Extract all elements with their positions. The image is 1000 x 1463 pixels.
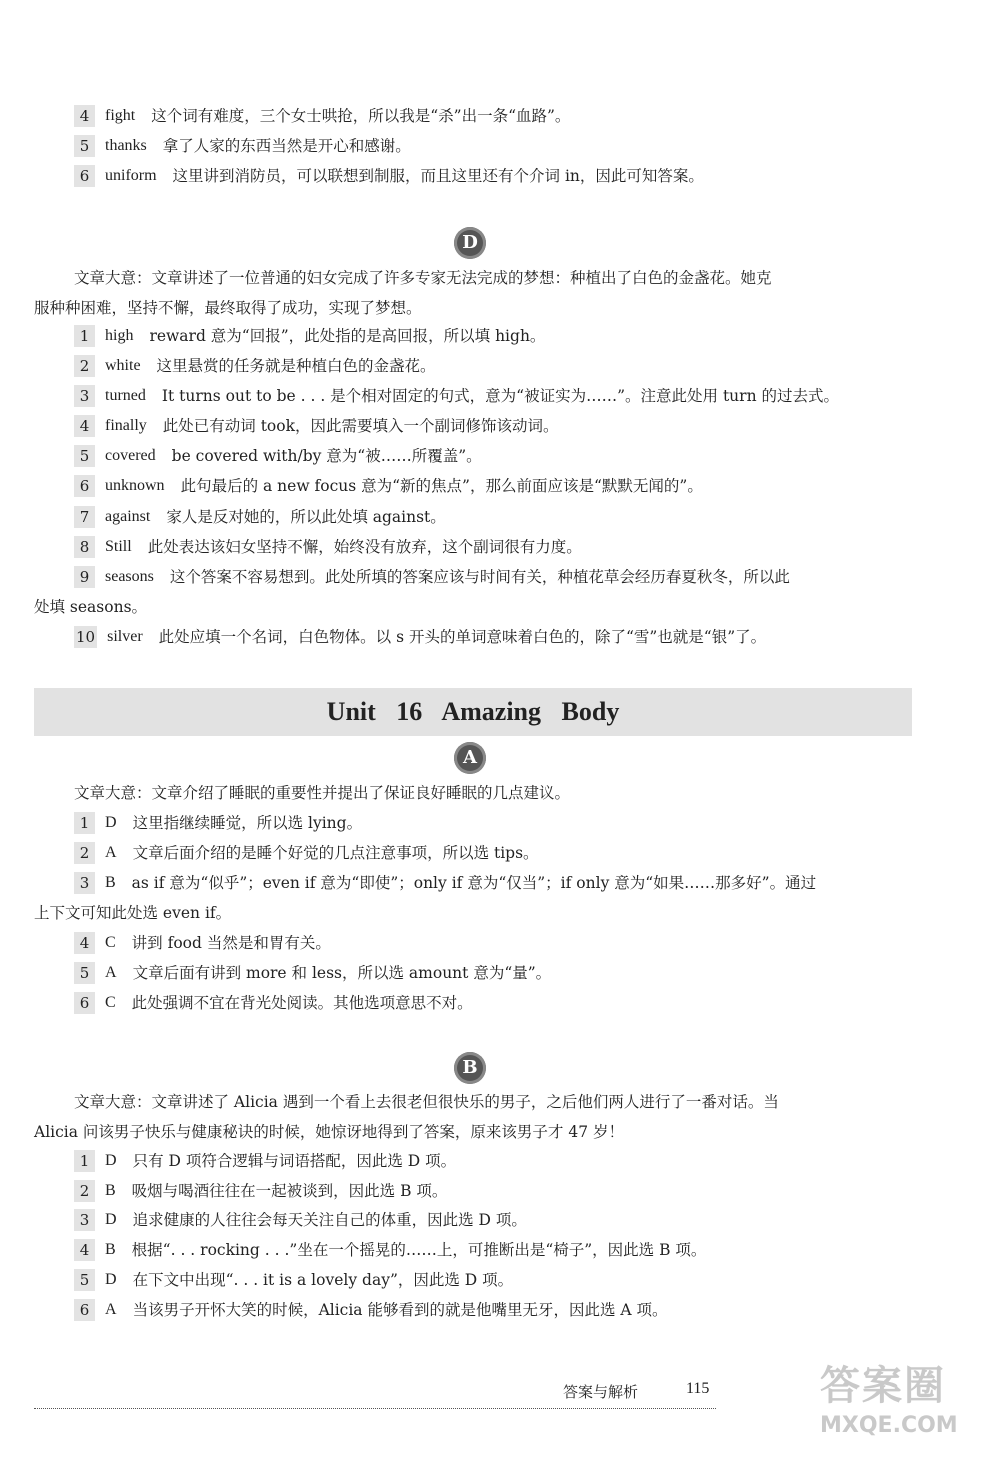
item-explanation: 文章后面有讲到 more 和 less，所以选 amount 意为“量”。 xyxy=(132,964,552,982)
item-explanation: 这里指继续睡觉，所以选 lying。 xyxy=(132,814,363,832)
item-answer: A xyxy=(105,844,117,861)
answer-line xyxy=(74,534,582,560)
watermark-logo xyxy=(820,1362,990,1452)
item-answer: silver xyxy=(107,628,143,645)
item-answer: fight xyxy=(105,107,136,124)
answer-line xyxy=(74,624,766,650)
item-explanation: as if 意为“似乎”；even if 意为“即使”；only if 意为“仅当”；if only 意为“如果……那多好”。通过 xyxy=(131,874,817,892)
item-answer: A xyxy=(105,964,117,981)
item-number: 3 xyxy=(74,872,95,894)
item-answer: covered xyxy=(105,447,156,464)
unit-heading-bar xyxy=(34,688,912,736)
answer-line xyxy=(74,103,570,129)
item-answer: high xyxy=(105,327,134,344)
item-number: 4 xyxy=(74,932,95,954)
section-b-summary: 文章大意：文章讲述了 Alicia 遇到一个看上去很老但很快乐的男子，之后他们两人进行了一番对话。当 xyxy=(74,1093,779,1111)
answer-line xyxy=(74,504,446,530)
section-d-summary-cont: 服种种困难，坚持不懈，最终取得了成功，实现了梦想。 xyxy=(34,299,422,317)
section-d-summary: 文章大意：文章讲述了一位普通的妇女完成了许多专家无法完成的梦想：种植出了白色的金盏花。她克 xyxy=(74,269,772,287)
item-explanation: 此处应填一个名词，白色物体。以 s 开头的单词意味着白色的，除了“雪”也就是“银”了。 xyxy=(158,628,767,646)
item-answer: unknown xyxy=(105,477,165,494)
answer-line xyxy=(74,323,545,349)
item-number: 2 xyxy=(74,355,95,377)
item-answer: Still xyxy=(105,538,132,555)
item-explanation: 拿了人家的东西当然是开心和感谢。 xyxy=(162,137,411,155)
answer-line xyxy=(74,1237,706,1263)
answer-line xyxy=(74,990,473,1016)
answer-line xyxy=(74,1148,456,1174)
watermark-url: MXQE.COM xyxy=(820,1413,958,1438)
item-explanation: 吸烟与喝酒往往在一起被谈到，因此选 B 项。 xyxy=(131,1182,448,1200)
section-a-badge: A xyxy=(454,742,486,774)
item-answer: thanks xyxy=(105,137,147,154)
item-answer: seasons xyxy=(105,568,154,585)
item-number: 6 xyxy=(74,475,95,497)
item-number: 2 xyxy=(74,842,95,864)
item-answer: D xyxy=(105,1152,117,1169)
item-answer: D xyxy=(105,1211,117,1228)
item-number: 5 xyxy=(74,1269,95,1291)
item-explanation: 此处已有动词 took，因此需要填入一个副词修饰该动词。 xyxy=(162,417,559,435)
item-answer: B xyxy=(105,1241,116,1258)
item-explanation: 此句最后的 a new focus 意为“新的焦点”，那么前面应该是“默默无闻的”。 xyxy=(180,477,703,495)
section-d-badge: D xyxy=(454,227,486,259)
answer-line xyxy=(74,930,331,956)
item-explanation: be covered with/by 意为“被……所覆盖”。 xyxy=(171,447,482,465)
item-number: 6 xyxy=(74,165,95,187)
item-answer: C xyxy=(105,934,116,951)
item-number: 1 xyxy=(74,812,95,834)
item-number: 5 xyxy=(74,962,95,984)
item-explanation: 讲到 food 当然是和胃有关。 xyxy=(131,934,331,952)
item-number: 4 xyxy=(74,105,95,127)
item-explanation: 只有 D 项符合逻辑与词语搭配，因此选 D 项。 xyxy=(132,1152,457,1170)
item-explanation: reward 意为“回报”，此处指的是高回报，所以填 high。 xyxy=(149,327,546,345)
section-a-summary: 文章大意：文章介绍了睡眠的重要性并提出了保证良好睡眠的几点建议。 xyxy=(74,784,571,802)
item-answer: B xyxy=(105,1182,116,1199)
item-answer: D xyxy=(105,1271,117,1288)
answer-line xyxy=(74,413,558,439)
answer-line xyxy=(74,564,790,590)
item-answer: finally xyxy=(105,417,147,434)
answer-line xyxy=(74,840,539,866)
item-explanation: 这里讲到消防员，可以联想到制服，而且这里还有个介词 in，因此可知答案。 xyxy=(172,167,704,185)
item-answer: B xyxy=(105,874,116,891)
section-b-summary-cont: Alicia 问该男子快乐与健康秘诀的时候，她惊讶地得到了答案，原来该男子才 47 岁！ xyxy=(34,1123,624,1141)
item-explanation: It turns out to be . . . 是个相对固定的句式，意为“被证实为……”。注意此处用 turn 的过去式。 xyxy=(161,387,839,405)
answer-line xyxy=(74,960,551,986)
answer-line xyxy=(74,1267,513,1293)
answer-line xyxy=(74,133,411,159)
watermark-text: 答案圈 xyxy=(820,1363,946,1409)
item-number: 7 xyxy=(74,506,95,528)
item-number: 6 xyxy=(74,1299,95,1321)
item-answer: against xyxy=(105,508,151,525)
item-number: 4 xyxy=(74,415,95,437)
page-number: 115 xyxy=(686,1380,710,1397)
answer-line xyxy=(74,353,436,379)
footer-dotted-rule xyxy=(34,1408,716,1409)
item-number: 1 xyxy=(74,325,95,347)
item-number: 5 xyxy=(74,445,95,467)
item-explanation: 当该男子开怀大笑的时候，Alicia 能够看到的就是他嘴里无牙，因此选 A 项。 xyxy=(132,1301,668,1319)
item-explanation: 文章后面介绍的是睡个好觉的几点注意事项，所以选 tips。 xyxy=(132,844,539,862)
footer-label: 答案与解析 xyxy=(563,1383,639,1401)
answer-line xyxy=(74,1207,527,1233)
answer-line xyxy=(74,1178,447,1204)
item-explanation: 这个答案不容易想到。此处所填的答案应该与时间有关，种植花草会经历春夏秋冬，所以此 xyxy=(169,568,790,586)
item-explanation: 追求健康的人往往会每天关注自己的体重，因此选 D 项。 xyxy=(132,1211,527,1229)
item-number: 3 xyxy=(74,385,95,407)
unit-title: Unit 16 Amazing Body xyxy=(326,697,620,726)
item-explanation-cont: 上下文可知此处选 even if。 xyxy=(34,904,232,922)
item-explanation: 此处表达该妇女坚持不懈，始终没有放弃，这个副词很有力度。 xyxy=(147,538,582,556)
answer-line xyxy=(74,383,839,409)
answer-line xyxy=(74,163,704,189)
item-answer: D xyxy=(105,814,117,831)
answer-line xyxy=(74,443,482,469)
item-explanation: 家人是反对她的，所以此处填 against。 xyxy=(166,508,446,526)
item-answer: turned xyxy=(105,387,146,404)
item-number: 1 xyxy=(74,1150,95,1172)
answer-line xyxy=(74,870,816,896)
section-b-badge: B xyxy=(454,1052,486,1084)
item-answer: C xyxy=(105,994,116,1011)
item-explanation: 这个词有难度，三个女士哄抢，所以我是“杀”出一条“血路”。 xyxy=(151,107,571,125)
item-explanation: 此处强调不宜在背光处阅读。其他选项意思不对。 xyxy=(131,994,473,1012)
item-answer: A xyxy=(105,1301,117,1318)
answer-line xyxy=(74,473,703,499)
answer-line xyxy=(74,810,362,836)
item-number: 2 xyxy=(74,1180,95,1202)
item-number: 6 xyxy=(74,992,95,1014)
item-number: 3 xyxy=(74,1209,95,1231)
answer-line xyxy=(74,1297,668,1323)
item-explanation: 这里悬赏的任务就是种植白色的金盏花。 xyxy=(156,357,436,375)
item-explanation-cont: 处填 seasons。 xyxy=(34,598,148,616)
item-explanation: 在下文中出现“. . . it is a lovely day”，因此选 D 项。 xyxy=(132,1271,514,1289)
item-number: 10 xyxy=(76,628,96,646)
item-number: 9 xyxy=(74,566,95,588)
item-explanation: 根据“. . . rocking . . .”坐在一个摇晃的……上，可推断出是“椅子”，因此选 B 项。 xyxy=(131,1241,707,1259)
item-number: 8 xyxy=(74,536,95,558)
item-number: 4 xyxy=(74,1239,95,1261)
item-answer: white xyxy=(105,357,141,374)
item-number: 5 xyxy=(74,135,95,157)
item-answer: uniform xyxy=(105,167,157,184)
